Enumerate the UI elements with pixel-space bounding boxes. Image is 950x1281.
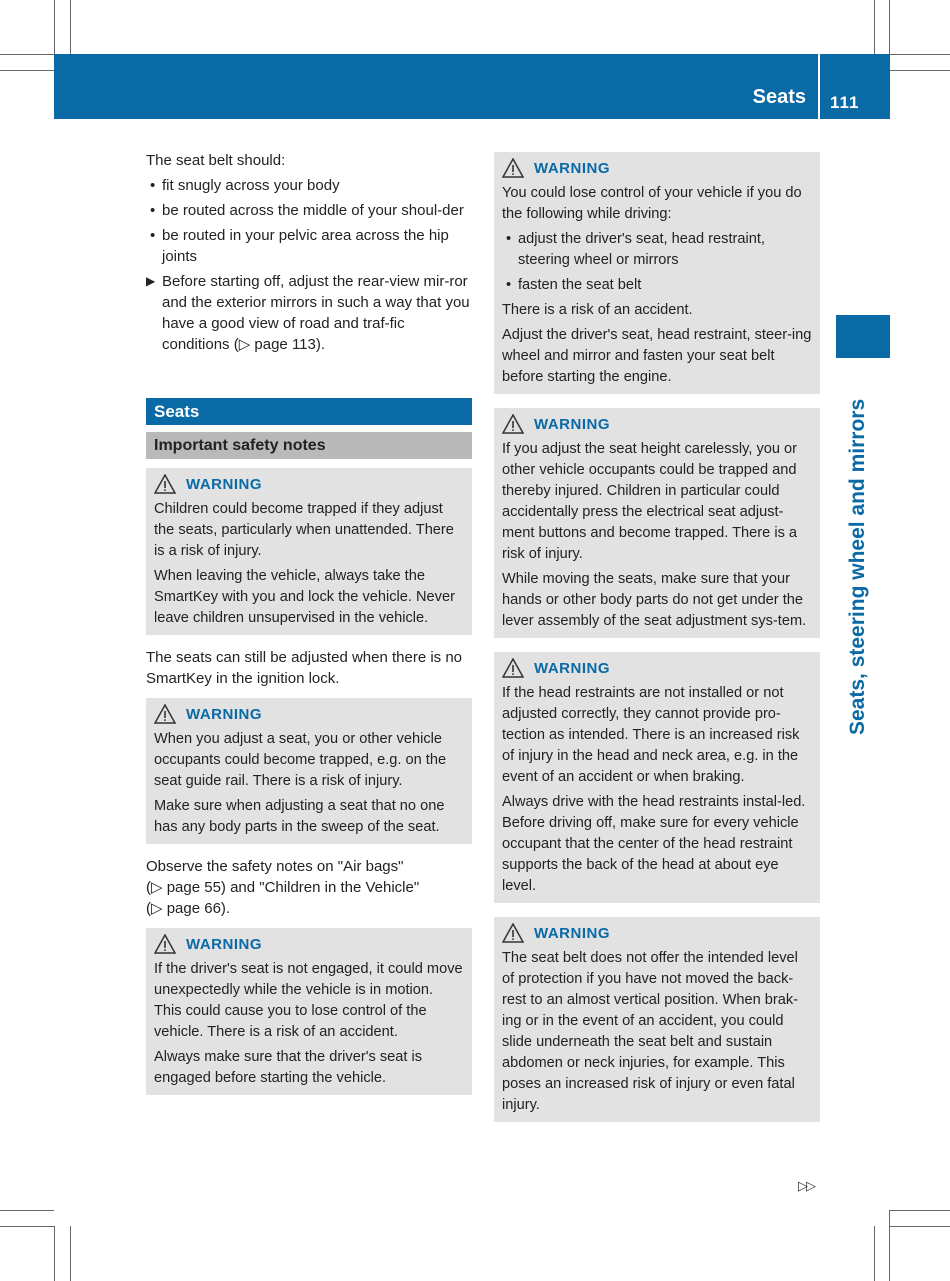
page-number: 111: [830, 93, 860, 112]
warning-list: [502, 229, 812, 296]
warning-triangle-icon: [502, 414, 524, 434]
list-item: • be routed across the middle of your shoul-der: [146, 200, 472, 221]
warning-box: [146, 928, 472, 1095]
chapter-tab-label: Seats, steering wheel and mirrors: [846, 398, 869, 735]
crop-mark: [54, 1226, 55, 1281]
crop-mark: [54, 0, 55, 54]
crop-mark: [874, 0, 875, 54]
crop-mark: [889, 54, 950, 55]
warning-label: WARNING: [186, 475, 262, 493]
warning-box: [494, 408, 820, 638]
warning-box: [494, 152, 820, 394]
warning-box: [146, 468, 472, 635]
warning-triangle-icon: [502, 658, 524, 678]
warning-header: [154, 703, 464, 725]
right-column: [494, 152, 820, 1122]
warning-text: Always make sure that the driver's seat is engaged before starting the vehicle.: [154, 1049, 423, 1086]
warning-label: WARNING: [186, 935, 262, 953]
crop-mark: [0, 1210, 54, 1211]
smartkey-note: The seats can still be adjusted when there is no SmartKey in the ignition lock.: [146, 649, 463, 687]
warning-label: WARNING: [534, 159, 610, 177]
warning-text: If the driver's seat is not engaged, it could move unexpectedly while the vehicle is in motion. This could cause you to lose control of the vehicle. There is a risk of an accident.: [154, 961, 463, 1040]
warning-header: [502, 922, 812, 944]
reference-line: Observe the safety notes on "Air bags": [146, 858, 404, 875]
warning-triangle-icon: [154, 934, 176, 954]
instruction-text: Before starting off, adjust the rear-view mir-ror and the exterior mirrors in such a way that you have a good view of road and traf-fic conditions (▷ page 113).: [162, 273, 470, 353]
arrow-right-icon: ▶: [146, 274, 156, 288]
header-divider: [818, 54, 820, 119]
warning-box: [146, 698, 472, 844]
list-item: • fit snugly across your body: [146, 175, 472, 196]
warning-text: You could lose control of your vehicle if you do the following while driving:: [502, 185, 802, 222]
page-reference-link[interactable]: (▷ page 66).: [146, 900, 231, 917]
warning-triangle-icon: [502, 158, 524, 178]
warning-text: The seat belt does not offer the intended level of protection if you have not moved the back-rest to an almost vertical position. When brak-ing or in the event of an accident, you could slide underneath the seat belt and sustain abdomen or neck injuries, for example. This poses an increased risk of injury or even fatal injury.: [502, 950, 799, 1113]
warning-text: While moving the seats, make sure that your hands or other body parts do not get under the lever assembly of the seat adjustment sys-tem.: [502, 571, 807, 629]
crop-mark: [889, 1210, 950, 1211]
crop-mark: [0, 70, 54, 71]
warning-header: [502, 657, 812, 679]
warning-header: [502, 157, 812, 179]
warning-header: [502, 413, 812, 435]
crop-mark: [70, 1226, 71, 1281]
page-reference-link[interactable]: (▷ page 55) and "Children in the Vehicle": [146, 879, 420, 896]
warning-label: WARNING: [186, 705, 262, 723]
crop-mark: [0, 54, 54, 55]
safety-reference-note: [146, 856, 472, 919]
instruction-step: [146, 271, 472, 355]
crop-mark: [889, 1210, 890, 1281]
warning-text: There is a risk of an accident.: [502, 302, 693, 318]
warning-text: When you adjust a seat, you or other vehicle occupants could become trapped, e.g. on the seat guide rail. There is a risk of injury.: [154, 731, 447, 789]
warning-box: [494, 652, 820, 903]
subsection-heading: Important safety notes: [146, 432, 472, 459]
warning-text: If you adjust the seat height carelessly, you or other vehicle occupants could be trapped and thereby injured. Children in particular could accidentally press the electrical seat adjust-ment buttons and become trapped. There is a risk of injury.: [502, 441, 798, 562]
warning-label: WARNING: [534, 924, 610, 942]
crop-mark: [0, 1226, 54, 1227]
page-header-title: Seats: [752, 86, 806, 108]
warning-label: WARNING: [534, 415, 610, 433]
crop-mark: [889, 1226, 950, 1227]
warning-text: Make sure when adjusting a seat that no one has any body parts in the sweep of the seat.: [154, 798, 445, 835]
seat-belt-list: [146, 175, 472, 267]
warning-text: If the head restraints are not installed or not adjusted correctly, they cannot provide pro-tection as intended. There is an increased risk of injury in the head and neck area, e.g. in the event of an accident or when braking.: [502, 685, 800, 785]
crop-mark: [874, 1226, 875, 1281]
warning-text: Adjust the driver's seat, head restraint, steer-ing wheel and mirror and fasten your seat belt before starting the engine.: [502, 327, 812, 385]
list-item: • fasten the seat belt: [502, 275, 812, 296]
warning-text: Children could become trapped if they adjust the seats, particularly when unattended. There is a risk of injury.: [154, 501, 454, 559]
warning-box: [494, 917, 820, 1122]
warning-triangle-icon: [154, 704, 176, 724]
warning-text: Always drive with the head restraints instal-led. Before driving off, make sure for every vehicle occupant that the center of the head restraint supports the back of the head at about eye level.: [502, 794, 806, 894]
crop-mark: [889, 0, 890, 54]
crop-mark: [70, 0, 71, 54]
warning-text: When leaving the vehicle, always take the SmartKey with you and lock the vehicle. Never leave children unsupervised in the vehicle.: [154, 568, 455, 626]
warning-triangle-icon: [502, 923, 524, 943]
list-item: • be routed in your pelvic area across the hip joints: [146, 225, 472, 267]
continue-marker: ▷▷: [798, 1178, 814, 1193]
warning-label: WARNING: [534, 659, 610, 677]
warning-header: [154, 933, 464, 955]
warning-triangle-icon: [154, 474, 176, 494]
crop-mark: [889, 70, 950, 71]
warning-header: [154, 473, 464, 495]
chapter-tab: [836, 315, 890, 358]
list-item: • adjust the driver's seat, head restraint, steering wheel or mirrors: [502, 229, 812, 271]
left-column: [146, 150, 472, 1095]
seat-belt-intro: The seat belt should:: [146, 152, 286, 169]
section-heading: Seats: [146, 398, 472, 425]
